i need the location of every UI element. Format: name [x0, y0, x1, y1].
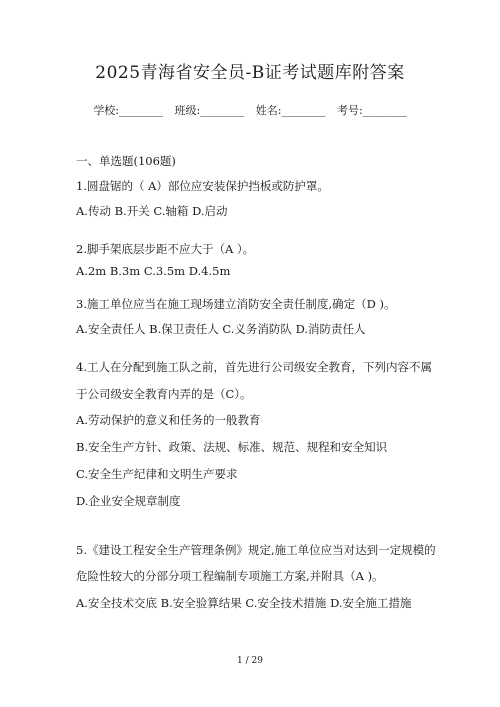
exam-number-field: 考号:________ [336, 104, 407, 117]
section-heading: 一、单选题(106题) [76, 154, 176, 168]
question-options: A.安全技术交底 B.安全验算结果 C.安全技术措施 D.安全施工措施 [76, 596, 412, 610]
question-option: D.企业安全规章制度 [76, 494, 181, 508]
question-option: C.安全生产纪律和文明生产要求 [76, 467, 238, 481]
question-option: A.劳动保护的意义和任务的一般教育 [76, 413, 261, 427]
question-options: A.2m B.3m C.3.5m D.4.5m [76, 264, 231, 278]
student-info-row [0, 103, 500, 119]
page-number: 1 / 29 [237, 656, 263, 666]
name-field: 姓名:________ [255, 104, 326, 117]
question-stem: 4.工人在分配到施工队之前，首先进行公司级安全教育，下列内容不属 [76, 360, 432, 374]
question-stem: 1.圆盘锯的（ A）部位应安装保护挡板或防护罩。 [76, 179, 329, 193]
question-options: A.安全责任人 B.保卫责任人 C.义务消防队 D.消防责任人 [76, 322, 366, 336]
question-stem: 5.《建设工程安全生产管理条例》规定,施工单位应当对达到一定规模的 [76, 543, 436, 557]
question-stem: 危险性较大的分部分项工程编制专项施工方案,并附具（A )。 [76, 569, 384, 583]
question-options: A.传动 B.开关 C.轴箱 D.启动 [76, 204, 228, 218]
class-field: 班级:________ [174, 104, 245, 117]
school-field: 学校:________ [93, 104, 164, 117]
document-title: 2025青海省安全员-B证考试题库附答案 [95, 63, 405, 83]
question-option: B.安全生产方针、政策、法规、标准、规范、规程和安全知识 [76, 440, 388, 454]
question-stem: 于公司级安全教育内弄的是（C）。 [76, 387, 252, 401]
question-stem: 3.施工单位应当在施工现场建立消防安全责任制度,确定（D )。 [76, 297, 396, 311]
question-stem: 2.脚手架底层步距不应大于（A ）。 [76, 242, 255, 256]
